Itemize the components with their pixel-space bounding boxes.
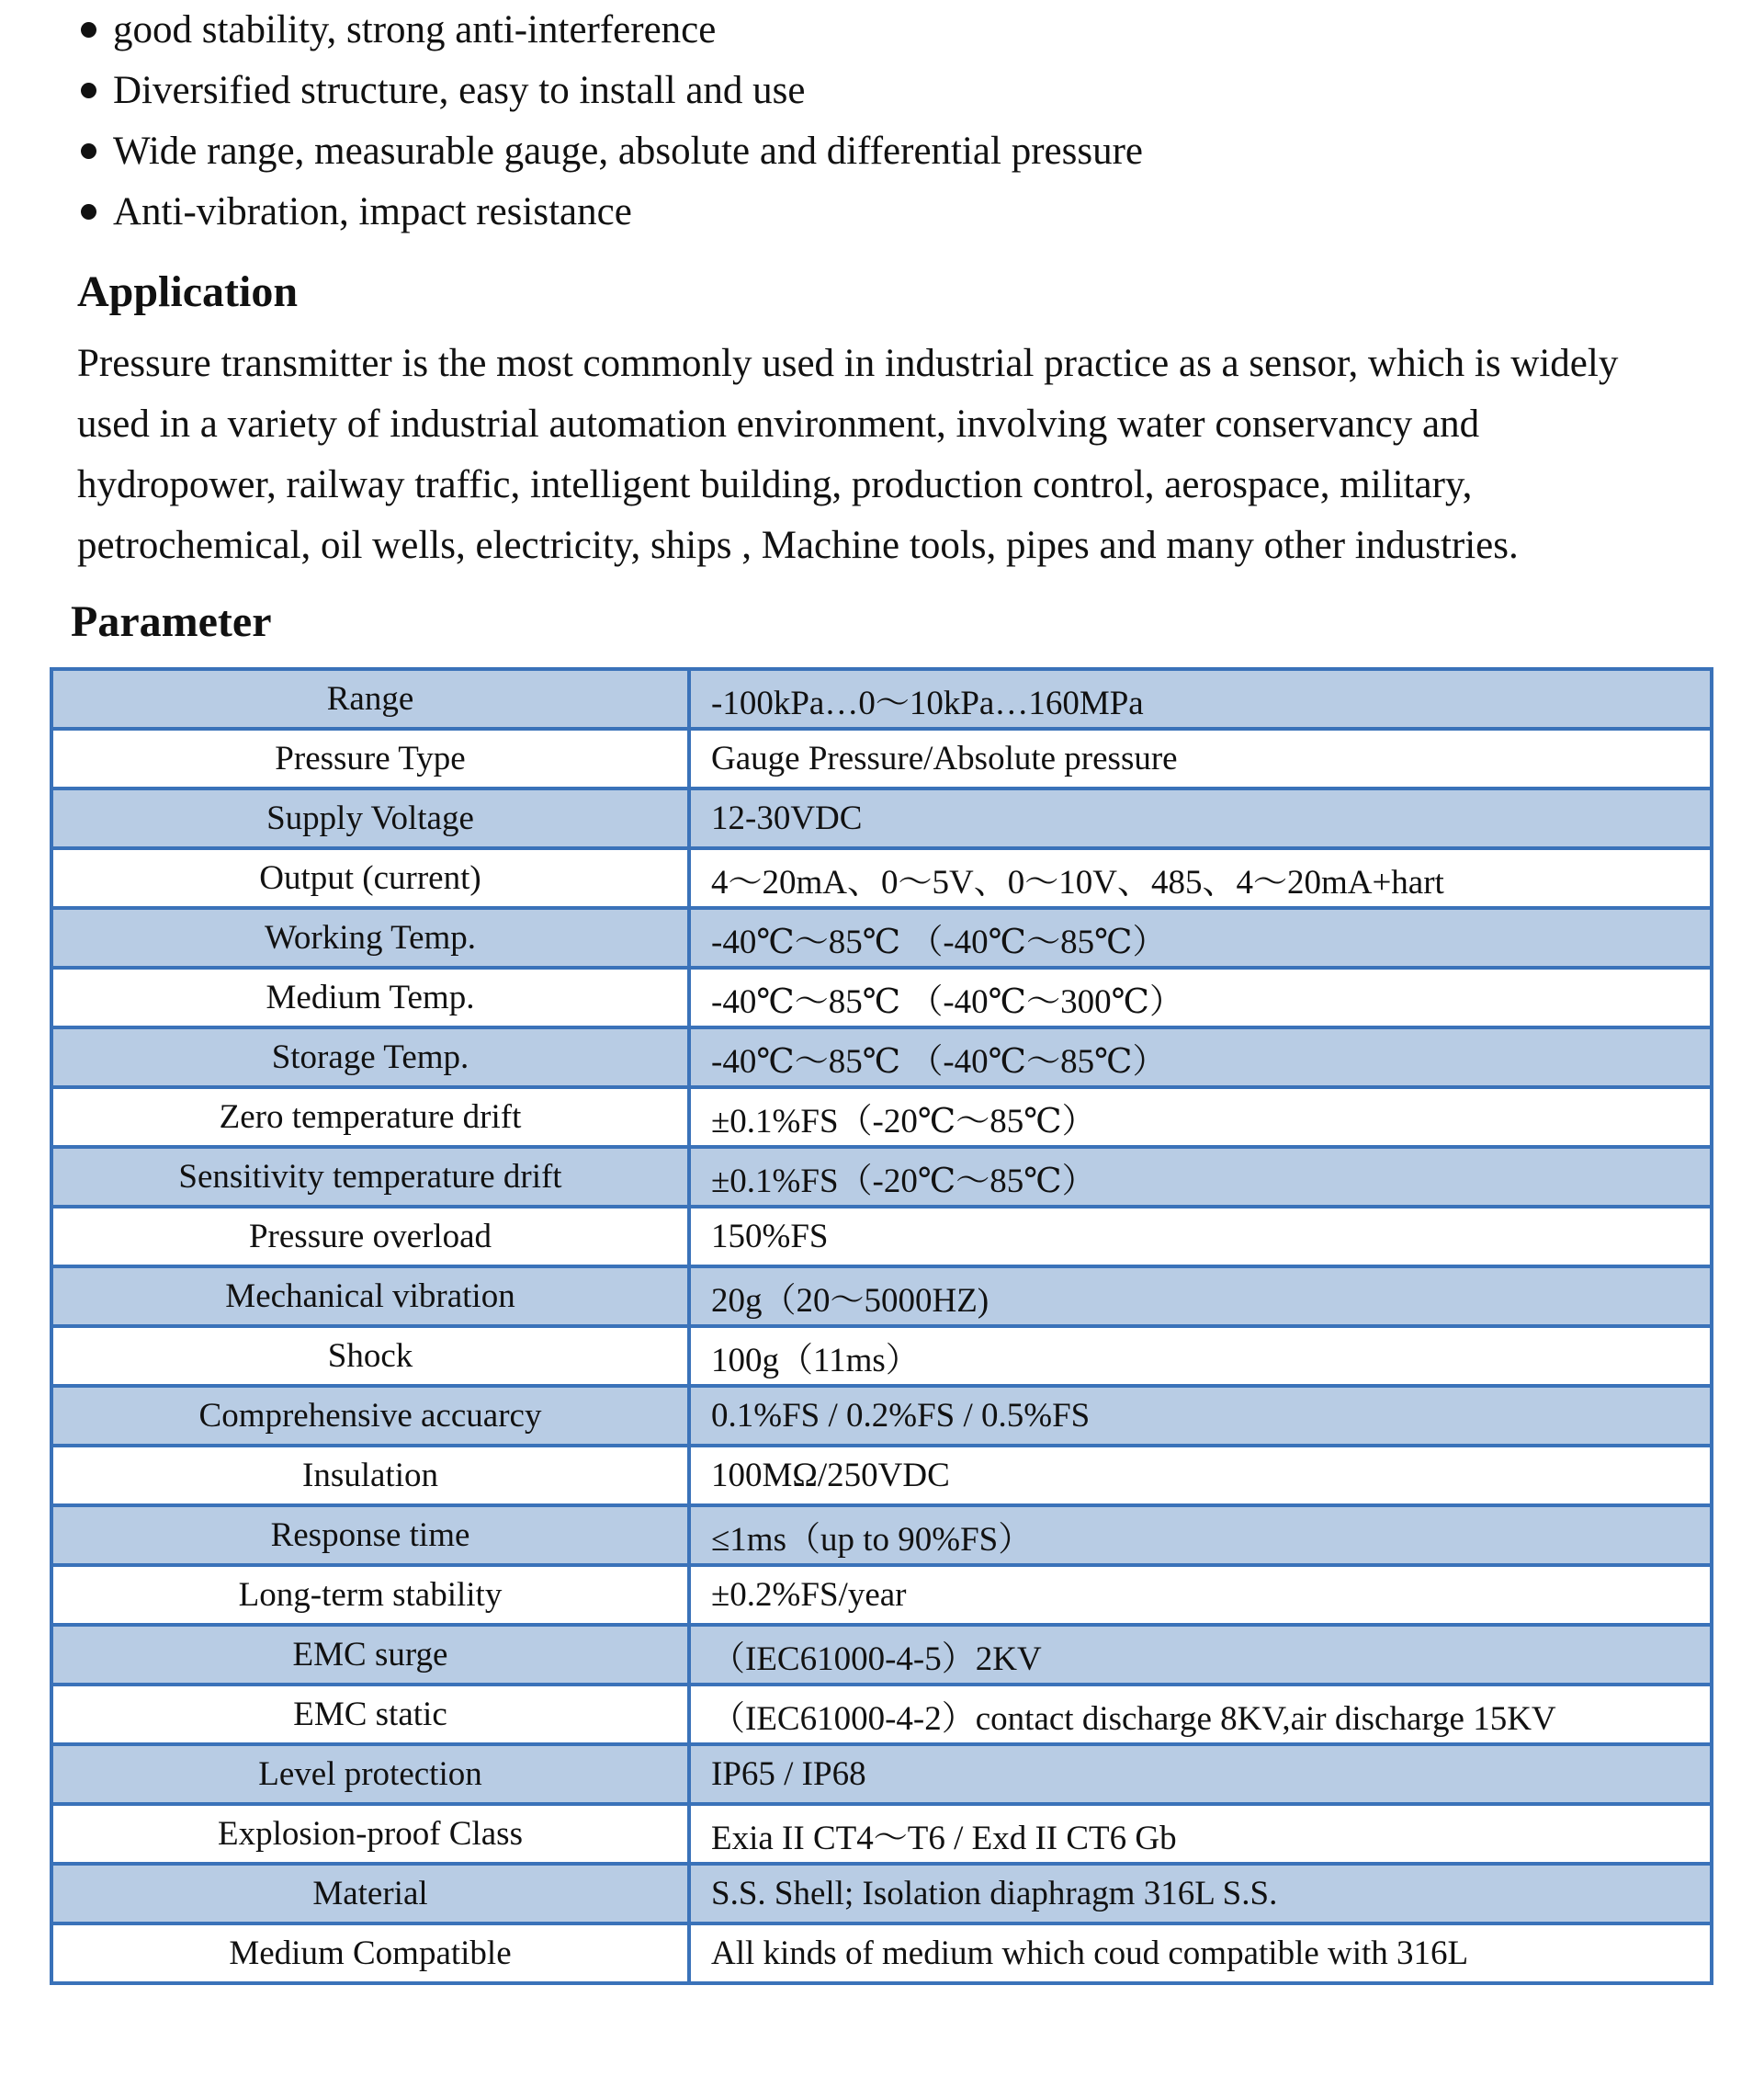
parameter-table: [50, 667, 1713, 1985]
param-value: 100g（11ms）: [689, 1326, 1712, 1386]
table-row: [51, 1027, 1712, 1087]
param-value: Gauge Pressure/Absolute pressure: [689, 729, 1712, 789]
table-row: [51, 669, 1712, 729]
param-name: Storage Temp.: [51, 1027, 689, 1087]
application-heading: Application: [77, 267, 299, 316]
param-name: Zero temperature drift: [51, 1087, 689, 1147]
application-line: hydropower, railway traffic, intelligent building, production control, aerospace, military,: [77, 463, 1473, 506]
application-line: used in a variety of industrial automation environment, involving water conservancy and: [77, 403, 1480, 446]
param-name: EMC surge: [51, 1625, 689, 1685]
param-value: 20g（20～5000HZ): [689, 1266, 1712, 1326]
table-row: [51, 968, 1712, 1027]
table-row: [51, 1326, 1712, 1386]
param-value: （IEC61000-4-2）contact discharge 8KV,air discharge 15KV: [689, 1685, 1712, 1744]
param-value: -100kPa…0～10kPa…160MPa: [689, 669, 1712, 729]
param-value: -40℃～85℃ （-40℃～85℃）: [689, 1027, 1712, 1087]
parameter-heading: Parameter: [71, 597, 272, 646]
param-name: Long-term stability: [51, 1565, 689, 1625]
param-name: Level protection: [51, 1744, 689, 1804]
param-value: S.S. Shell; Isolation diaphragm 316L S.S.: [689, 1864, 1712, 1923]
table-row: [51, 1266, 1712, 1326]
table-row: [51, 1147, 1712, 1207]
param-name: Range: [51, 669, 689, 729]
table-row: [51, 1864, 1712, 1923]
param-value: All kinds of medium which coud compatible with 316L: [689, 1923, 1712, 1983]
bullet-icon: [81, 22, 96, 38]
table-row: [51, 1565, 1712, 1625]
application-line: petrochemical, oil wells, electricity, ships , Machine tools, pipes and many other industries.: [77, 524, 1519, 567]
bullet-icon: [81, 83, 96, 98]
param-value: ±0.2%FS/year: [689, 1565, 1712, 1625]
param-name: Insulation: [51, 1446, 689, 1505]
table-row: [51, 1744, 1712, 1804]
param-name: Medium Compatible: [51, 1923, 689, 1983]
param-name: Medium Temp.: [51, 968, 689, 1027]
feature-list: [74, 0, 1690, 243]
table-row: [51, 1505, 1712, 1565]
param-value: ≤1ms（up to 90%FS）: [689, 1505, 1712, 1565]
feature-text: good stability, strong anti-interference: [113, 8, 717, 51]
param-name: Explosion-proof Class: [51, 1804, 689, 1864]
param-value: Exia II CT4～T6 / Exd II CT6 Gb: [689, 1804, 1712, 1864]
param-value: 12-30VDC: [689, 789, 1712, 848]
param-name: Working Temp.: [51, 908, 689, 968]
table-row: [51, 789, 1712, 848]
param-value: -40℃～85℃ （-40℃～85℃）: [689, 908, 1712, 968]
param-name: Comprehensive accuarcy: [51, 1386, 689, 1446]
param-name: Pressure overload: [51, 1207, 689, 1266]
param-name: Material: [51, 1864, 689, 1923]
table-row: [51, 1923, 1712, 1983]
table-row: [51, 1446, 1712, 1505]
param-value: 4～20mA、0～5V、0～10V、485、4～20mA+hart: [689, 848, 1712, 908]
application-paragraph: [77, 334, 1713, 576]
table-row: [51, 908, 1712, 968]
table-row: [51, 1087, 1712, 1147]
feature-item: [74, 61, 1690, 121]
param-value: 0.1%FS / 0.2%FS / 0.5%FS: [689, 1386, 1712, 1446]
param-value: （IEC61000-4-5）2KV: [689, 1625, 1712, 1685]
feature-item: [74, 182, 1690, 243]
param-name: Supply Voltage: [51, 789, 689, 848]
bullet-icon: [81, 143, 96, 159]
param-name: EMC static: [51, 1685, 689, 1744]
table-row: [51, 1386, 1712, 1446]
param-name: Sensitivity temperature drift: [51, 1147, 689, 1207]
application-line: Pressure transmitter is the most commonly used in industrial practice as a sensor, which is widely: [77, 342, 1619, 385]
param-value: -40℃～85℃ （-40℃～300℃）: [689, 968, 1712, 1027]
bullet-icon: [81, 204, 96, 220]
feature-text: Diversified structure, easy to install and use: [113, 69, 806, 112]
param-value: IP65 / IP68: [689, 1744, 1712, 1804]
feature-item: [74, 0, 1690, 61]
param-name: Pressure Type: [51, 729, 689, 789]
param-value: ±0.1%FS（-20℃～85℃）: [689, 1087, 1712, 1147]
table-row: [51, 848, 1712, 908]
param-name: Response time: [51, 1505, 689, 1565]
feature-text: Anti-vibration, impact resistance: [113, 190, 632, 233]
table-row: [51, 729, 1712, 789]
param-name: Mechanical vibration: [51, 1266, 689, 1326]
param-name: Output (current): [51, 848, 689, 908]
table-row: [51, 1685, 1712, 1744]
table-row: [51, 1207, 1712, 1266]
param-value: 150%FS: [689, 1207, 1712, 1266]
table-row: [51, 1625, 1712, 1685]
param-value: 100MΩ/250VDC: [689, 1446, 1712, 1505]
param-name: Shock: [51, 1326, 689, 1386]
feature-text: Wide range, measurable gauge, absolute and differential pressure: [113, 130, 1143, 173]
table-row: [51, 1804, 1712, 1864]
feature-item: [74, 121, 1690, 182]
param-value: ±0.1%FS（-20℃～85℃）: [689, 1147, 1712, 1207]
